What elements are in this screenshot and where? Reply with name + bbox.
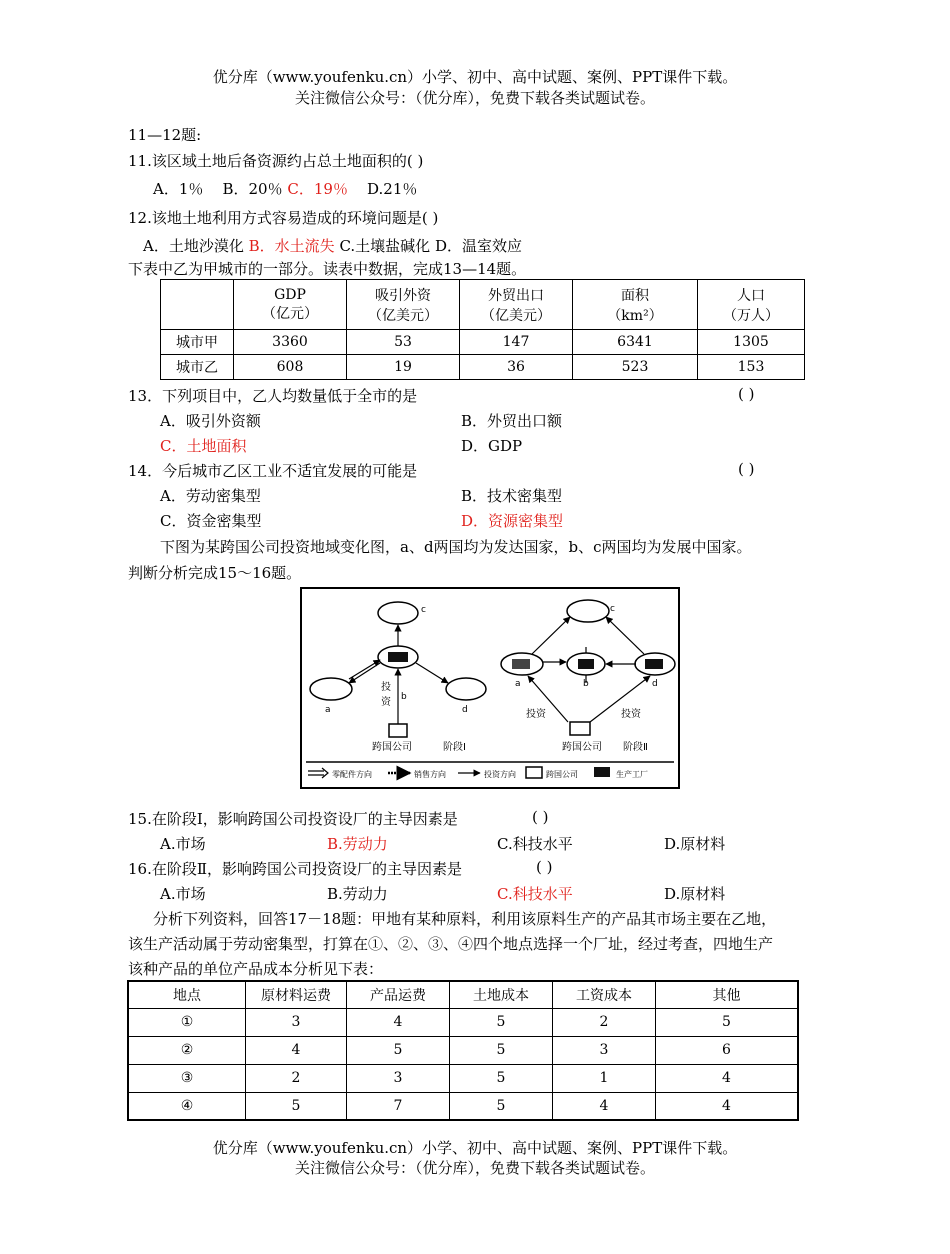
factory-icon xyxy=(388,652,408,662)
q13-bracket: ( ) xyxy=(738,385,755,403)
table-cell: 4 xyxy=(246,1036,347,1064)
stage1-node-c xyxy=(378,602,418,624)
q16-option-b: B.劳动力 xyxy=(327,885,388,903)
stage1-node-d xyxy=(446,678,486,700)
q15-option-a: A.市场 xyxy=(160,835,206,853)
table-header-cell: 土地成本 xyxy=(450,981,553,1008)
q11-stem: 11.该区域土地后备资源约占总土地面积的( ) xyxy=(128,152,424,170)
q15-option-b: B.劳动力 xyxy=(327,835,388,853)
table-header-cell xyxy=(161,280,234,330)
factory-icon xyxy=(578,659,594,669)
stage2-invest-label-left: 投资 xyxy=(526,709,546,720)
stage1-company-label: 跨国公司 xyxy=(372,742,412,753)
stage1-invest-char-1: 投 xyxy=(381,682,391,693)
stage2-company-box xyxy=(570,722,590,735)
table-cell: 523 xyxy=(573,355,698,380)
table-cell: 5 xyxy=(450,1036,553,1064)
stage2-label-a: a xyxy=(515,679,521,689)
table-cell: 6341 xyxy=(573,330,698,355)
table-cell: 2 xyxy=(553,1008,656,1036)
stage1-title: 阶段Ⅰ xyxy=(443,742,466,753)
table-header-cell: 面积 （km²） xyxy=(573,280,698,330)
footer-line-1: 优分库（www.youfenku.cn）小学、初中、高中试题、案例、PPT课件下载。 xyxy=(212,1139,738,1157)
table-header-row xyxy=(161,280,805,330)
investment-diagram xyxy=(300,587,680,789)
q12-stem: 12.该地土地利用方式容易造成的环境问题是( ) xyxy=(128,209,439,227)
stage1-node-a xyxy=(310,678,352,700)
stage2-company-label: 跨国公司 xyxy=(562,742,602,753)
table-cell: 53 xyxy=(347,330,460,355)
stage1-company-box xyxy=(389,724,407,737)
table-cell: ① xyxy=(128,1008,246,1036)
legend-sales-label: 销售方向 xyxy=(414,770,446,779)
q14-bracket: ( ) xyxy=(738,460,755,478)
header-line-1: 优分库（www.youfenku.cn）小学、初中、高中试题、案例、PPT课件下载。 xyxy=(212,68,738,86)
intro-15-16-line-1: 下图为某跨国公司投资地域变化图，a、d两国均为发达国家，b、c两国均为发展中国家。 xyxy=(160,538,752,556)
cost-analysis-table xyxy=(127,980,799,1121)
stage2-label-b: b xyxy=(583,679,589,689)
stage1-label-c: c xyxy=(421,605,426,615)
factory-icon xyxy=(645,659,663,669)
table-header-cell: 地点 xyxy=(128,981,246,1008)
table-row xyxy=(161,330,805,355)
table-cell: 3 xyxy=(246,1008,347,1036)
table-cell: 5 xyxy=(347,1036,450,1064)
stage2-title: 阶段Ⅱ xyxy=(623,742,648,753)
stage1-label-b: b xyxy=(401,692,407,702)
q16-option-d: D.原材料 xyxy=(664,885,726,903)
stage1-label-d: d xyxy=(462,705,468,715)
legend-parts-label: 零配件方向 xyxy=(332,770,372,779)
table-cell: 1 xyxy=(553,1064,656,1092)
legend-factory-label: 生产工厂 xyxy=(616,770,648,779)
table-cell: 3 xyxy=(347,1064,450,1092)
q13-option-c: C．土地面积 xyxy=(160,437,247,455)
q16-option-a: A.市场 xyxy=(160,885,206,903)
table-cell: ④ xyxy=(128,1092,246,1120)
table-header-cell: 工资成本 xyxy=(553,981,656,1008)
intro-17-18-line-2: 该生产活动属于劳动密集型，打算在①、②、③、④四个地点选择一个厂址，经过考查，四地生产 xyxy=(128,935,774,953)
table-cell: 5 xyxy=(246,1092,347,1120)
q11-option-d: D.21％ xyxy=(367,180,418,198)
legend-invest-label: 投资方向 xyxy=(484,770,516,779)
q14-option-b: B．技术密集型 xyxy=(461,487,563,505)
table-cell: 6 xyxy=(656,1036,799,1064)
table-row xyxy=(161,355,805,380)
stage2-label-d: d xyxy=(652,679,658,689)
q13-option-b: B．外贸出口额 xyxy=(461,412,563,430)
q13-option-d: D．GDP xyxy=(461,437,523,455)
q11-options xyxy=(153,178,417,199)
table-cell: 4 xyxy=(347,1008,450,1036)
q15-stem: 15.在阶段Ⅰ，影响跨国公司投资设厂的主导因素是 xyxy=(128,810,458,828)
q12-option-a: A．土地沙漠化 xyxy=(143,237,244,255)
q12-option-c: C.土壤盐碱化 xyxy=(339,237,431,255)
q11-option-b: B．20％ xyxy=(222,180,283,198)
intro-17-18-line-1: 分析下列资料，回答17－18题：甲地有某种原料，利用该原料生产的产品其市场主要在乙地， xyxy=(153,910,777,928)
table-header-cell: 外贸出口 （亿美元） xyxy=(460,280,573,330)
q13-stem: 13．下列项目中，乙人均数量低于全市的是 xyxy=(128,387,418,405)
table-cell: 36 xyxy=(460,355,573,380)
table-header-cell: GDP （亿元） xyxy=(234,280,347,330)
table-cell: 5 xyxy=(450,1064,553,1092)
q12-options xyxy=(143,235,522,256)
q14-stem: 14．今后城市乙区工业不适宜发展的可能是 xyxy=(128,462,418,480)
city-data-table xyxy=(160,279,805,380)
table-cell: 4 xyxy=(656,1064,799,1092)
q14-option-a: A．劳动密集型 xyxy=(160,487,261,505)
stage1-label-a: a xyxy=(325,705,331,715)
table-cell: 7 xyxy=(347,1092,450,1120)
header-line-2: 关注微信公众号：（优分库），免费下载各类试题试卷。 xyxy=(294,89,655,107)
legend-factory-symbol xyxy=(594,767,610,777)
table-row xyxy=(128,1008,798,1036)
table-row xyxy=(128,1036,798,1064)
table-header-cell: 原材料运费 xyxy=(246,981,347,1008)
q11-option-c: C．19％ xyxy=(287,180,348,198)
table-header-cell: 产品运费 xyxy=(347,981,450,1008)
q11-option-a: A．1％ xyxy=(153,180,204,198)
q15-option-c: C.科技水平 xyxy=(497,835,573,853)
table-cell: 3 xyxy=(553,1036,656,1064)
table-cell: 153 xyxy=(698,355,805,380)
table-cell: 608 xyxy=(234,355,347,380)
table-header-cell: 人口 （万人） xyxy=(698,280,805,330)
table-cell: 5 xyxy=(450,1092,553,1120)
q15-bracket: ( ) xyxy=(532,808,549,826)
q16-option-c: C.科技水平 xyxy=(497,885,573,903)
legend-company-symbol xyxy=(526,767,542,778)
table-cell: 2 xyxy=(246,1064,347,1092)
table-row xyxy=(128,1064,798,1092)
table-cell: 城市甲 xyxy=(161,330,234,355)
table-header-row xyxy=(128,981,798,1008)
table-cell: 5 xyxy=(450,1008,553,1036)
q14-option-d: D．资源密集型 xyxy=(461,512,564,530)
diagram-border xyxy=(301,588,679,788)
q12-option-d: D．温室效应 xyxy=(434,237,522,255)
q13-option-a: A．吸引外资额 xyxy=(160,412,261,430)
table-row xyxy=(128,1092,798,1120)
stage2-node-c xyxy=(567,600,609,622)
table-cell: 5 xyxy=(656,1008,799,1036)
legend-company-label: 跨国公司 xyxy=(546,770,578,779)
table-cell: 4 xyxy=(656,1092,799,1120)
table-cell: 19 xyxy=(347,355,460,380)
stage2-label-c: c xyxy=(610,604,615,614)
q12-option-b: B．水土流失 xyxy=(248,237,335,255)
q16-stem: 16.在阶段Ⅱ，影响跨国公司投资设厂的主导因素是 xyxy=(128,860,463,878)
table-cell: 1305 xyxy=(698,330,805,355)
table-cell: 4 xyxy=(553,1092,656,1120)
table-header-cell: 吸引外资 （亿美元） xyxy=(347,280,460,330)
factory-icon xyxy=(512,659,530,669)
q15-option-d: D.原材料 xyxy=(664,835,726,853)
q16-bracket: ( ) xyxy=(536,858,553,876)
intro-15-16-line-2: 判断分析完成15～16题。 xyxy=(128,564,302,582)
q14-option-c: C．资金密集型 xyxy=(160,512,262,530)
section-title-11-12: 11—12题: xyxy=(128,126,202,144)
table-cell: ② xyxy=(128,1036,246,1064)
footer-line-2: 关注微信公众号：（优分库），免费下载各类试题试卷。 xyxy=(294,1159,655,1177)
table-header-cell: 其他 xyxy=(656,981,799,1008)
stage2-invest-label-right: 投资 xyxy=(621,709,641,720)
stage1-invest-char-2: 资 xyxy=(381,697,391,708)
table-cell: 147 xyxy=(460,330,573,355)
table-cell: 城市乙 xyxy=(161,355,234,380)
intro-17-18-line-3: 该种产品的单位产品成本分析见下表： xyxy=(128,960,384,978)
table-cell: 3360 xyxy=(234,330,347,355)
intro-13-14: 下表中乙为甲城市的一部分。读表中数据，完成13—14题。 xyxy=(128,260,527,278)
table-cell: ③ xyxy=(128,1064,246,1092)
